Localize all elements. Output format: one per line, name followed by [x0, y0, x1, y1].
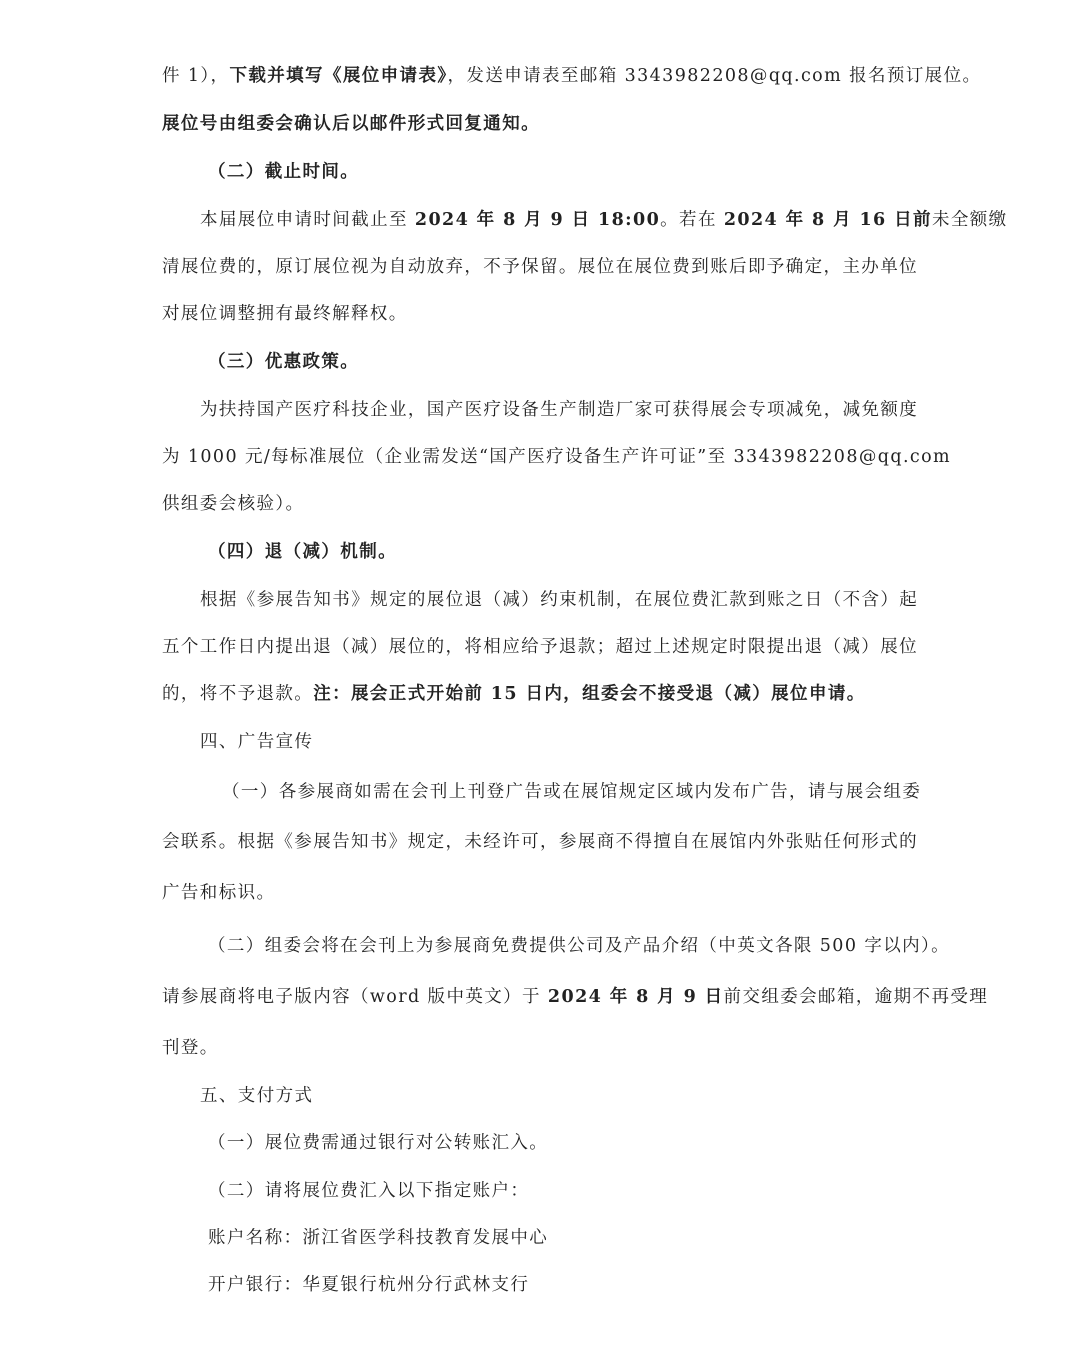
paragraph-line	[162, 682, 922, 706]
paragraph-line	[200, 208, 1008, 232]
bold-note-text: 注：展会正式开始前 15 日内，组委会不接受退（减）展位申请。	[313, 684, 866, 704]
text-run: 。若在	[660, 210, 724, 230]
paragraph-line: 供组委会核验）。	[162, 494, 305, 514]
text-run: 的，将不予退款。	[162, 684, 314, 704]
paragraph-line: 为 1000 元/每标准展位（企业需发送“国产医疗设备生产许可证”至 3343982208@qq.com	[162, 447, 952, 467]
paragraph-line: 对展位调整拥有最终解释权。	[162, 304, 408, 324]
text-run: 请参展商将电子版内容（word 版中英文）于	[162, 987, 548, 1007]
paragraph-line: 清展位费的，原订展位视为自动放弃，不予保留。展位在展位费到账后即予确定，主办单位	[162, 257, 918, 277]
section-heading-payment: 五、支付方式	[200, 1086, 314, 1106]
section-heading-ads: 四、广告宣传	[200, 732, 314, 752]
paragraph-line: （二）组委会将在会刊上为参展商免费提供公司及产品介绍（中英文各限 500 字以内）。	[208, 936, 951, 956]
bold-text-run: 2024 年 8 月 9 日 18:00	[414, 210, 661, 230]
paragraph-line: 为扶持国产医疗科技企业，国产医疗设备生产制造厂家可获得展会专项减免，减免额度	[200, 400, 919, 420]
text-run: ，发送申请表至邮箱 3343982208@qq.com 报名预订展位。	[447, 66, 982, 86]
paragraph-line: 广告和标识。	[162, 883, 276, 903]
text-run: 前交组委会邮箱，逾期不再受理	[723, 987, 989, 1007]
account-bank-line: 开户银行：华夏银行杭州分行武林支行	[208, 1275, 530, 1295]
bold-paragraph-line: 展位号由组委会确认后以邮件形式回复通知。	[162, 114, 540, 134]
account-name-line: 账户名称：浙江省医学科技教育发展中心	[208, 1228, 549, 1248]
text-run: 件 1），	[162, 66, 230, 86]
subsection-heading-deadline: （二）截止时间。	[208, 162, 360, 182]
paragraph-line: 五个工作日内提出退（减）展位的，将相应给予退款；超过上述规定时限提出退（减）展位	[162, 637, 918, 657]
paragraph-line: （一）各参展商如需在会刊上刊登广告或在展馆规定区域内发布广告，请与展会组委	[222, 782, 922, 802]
subsection-heading-refund: （四）退（减）机制。	[208, 542, 397, 562]
text-run: 未全额缴	[931, 210, 1008, 230]
bold-text-run: 2024 年 8 月 16 日前	[723, 210, 932, 230]
paragraph-line: （一）展位费需通过银行对公转账汇入。	[208, 1133, 549, 1153]
paragraph-line	[162, 64, 982, 88]
text-run: 本届展位申请时间截止至	[200, 210, 415, 230]
paragraph-line: 刊登。	[162, 1038, 219, 1058]
subsection-heading-discount: （三）优惠政策。	[208, 352, 360, 372]
paragraph-line: 会联系。根据《参展告知书》规定，未经许可，参展商不得擅自在展馆内外张贴任何形式的	[162, 832, 918, 852]
paragraph-line: （二）请将展位费汇入以下指定账户：	[208, 1181, 530, 1201]
paragraph-line: 根据《参展告知书》规定的展位退（减）约束机制，在展位费汇款到账之日（不含）起	[200, 590, 919, 610]
bold-text-run: 2024 年 8 月 9 日	[547, 987, 724, 1007]
paragraph-line	[162, 985, 989, 1009]
bold-text-run: 下载并填写《展位申请表》	[229, 66, 448, 86]
